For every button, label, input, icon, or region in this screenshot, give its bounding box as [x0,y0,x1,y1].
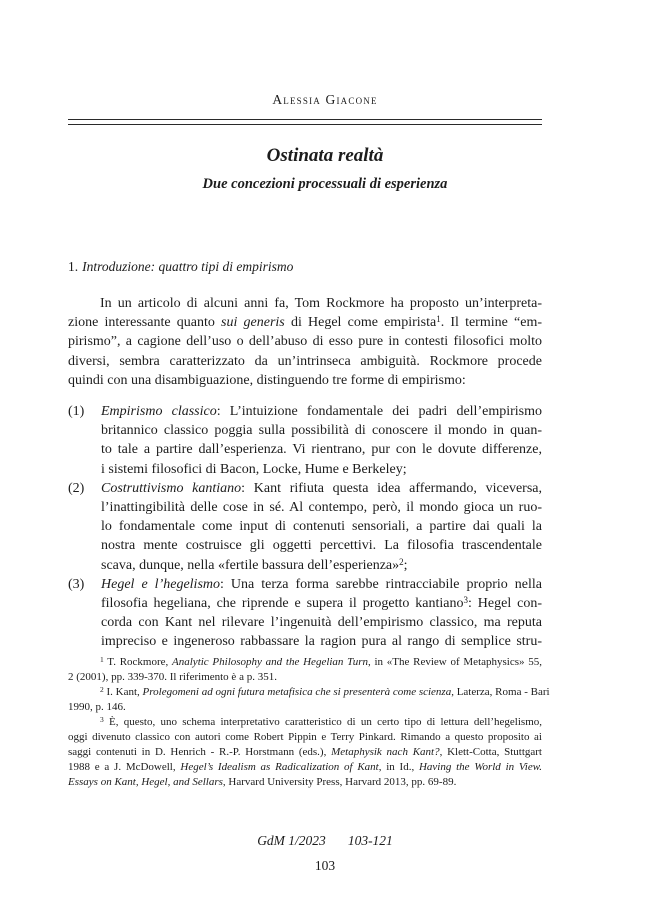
footnote-marker: 2 [100,685,104,694]
text-line: zione interessante quanto sui generis di Hegel come empirista$^1$. Il termine “em- [68,314,542,331]
journal-pages: 103-121 [347,833,393,848]
footnotes [68,655,550,790]
text-line: britannico classico poggia sulla possibilità di conoscere il mondo in quan- [101,423,542,439]
intro-paragraph [68,294,542,390]
text-line: i sistemi filosofici di Bacon, Locke, Hume e Berkeley; [101,461,407,477]
list-term: Empirismo classico [101,404,217,420]
footnote-3 [68,715,542,790]
header-rule-top [68,119,542,120]
footnote-line: 2 (2001), pp. 339-370. Il riferimento è a p. 351. [68,671,277,683]
footnote-line: 1990, p. 146. [68,701,126,713]
text-line: impreciso e ingeneroso rabbassare la ragion pura al rango di semplice stru- [101,634,542,650]
text-line: In un articolo di alcuni anni fa, Tom Rockmore ha proposto un’interpreta- [100,296,542,311]
footnote-line: 1988 e a J. McDowell, Hegel’s Idealism as Radicalization of Kant, in Id., Having the World in View. [68,761,542,773]
section-number: 1. [68,259,79,274]
page-number: 103 [314,858,336,873]
article-title: Ostinata realtà [266,145,384,166]
footnote-1 [68,655,542,685]
text-line: scava, dunque, nella «fertile bassura dell’esperienza»$^2$; [101,556,408,573]
footnote-line: $^2$ I. Kant, Prolegomeni ad ogni futura metafisica che si presenterà come scienza, Laterza, Roma - Bari [100,685,550,698]
section-title: Introduzione: quattro tipi di empirismo [82,259,294,274]
footnote-marker: 1 [100,655,104,664]
running-head: Alessia Giacone [272,92,378,107]
text-line: Empirismo classico: L’intuizione fondamentale dei padri dell’empirismo [101,404,542,420]
text-line: to tale a partire dall’esperienza. Vi rientrano, pur con le dovute differenze, [101,442,542,458]
text-line: l’inattingibilità delle cose in sé. Al contempo, però, il mondo gioca un ruo- [101,500,542,516]
text-line: lo fondamentale come input di contenuti sensoriali, a partire dai quali la [101,519,542,535]
list-label: (1) [68,404,85,420]
text-line: corda con Kant nel rilevare l’ingenuità dell’empirismo classico, ma reputa [101,615,542,631]
footnote-marker: 3 [100,715,104,724]
header-rule-bottom [68,124,542,125]
list-term: Costruttivismo kantiano [101,480,242,496]
journal-reference [0,833,650,849]
text-line: quindi con una disambiguazione, distinguendo tre forme di empirismo: [68,372,466,388]
empiricism-list [68,402,542,652]
article-subtitle: Due concezioni processuali di esperienza [202,176,448,192]
text-line: diversi, sembra caratterizzato da un’intrinseca ambiguità. Rockmore procede [68,353,542,369]
list-label: (3) [68,576,85,592]
footnote-line: oggi divenuto classico con autori come Robert Pippin e Terry Pinkard. Rimando a questo proposito ai [68,731,542,743]
footnote-line: $^3$ È, questo, uno schema interpretativo caratteristico di un certo tipo di lettura dell’hegelismo, [100,715,542,728]
list-item [68,402,542,479]
emphasis: sui generis [221,315,285,331]
section-heading [68,259,293,275]
footnote-ref[interactable]: 1 [436,314,441,325]
list-item [68,479,542,575]
body-text [68,294,542,652]
footnote-line: saggi contenuti in D. Henrich - R.-P. Horstmann (eds.), Metaphysik nach Kant?, Klett-Cotta, Stuttgart [68,746,542,758]
footnote-ref[interactable]: 2 [399,556,404,567]
text-line: Costruttivismo kantiano: Kant rifiuta questa idea affermando, viceversa, [101,480,542,496]
list-term: Hegel e l’hegelismo [101,576,220,592]
list-item [68,575,542,652]
list-label: (2) [68,480,85,496]
text-line: Hegel e l’hegelismo: Una terza forma sarebbe rintracciabile proprio nella [101,576,542,592]
footnote-line: $^1$ T. Rockmore, Analytic Philosophy and the Hegelian Turn, in «The Review of Metaphysics» 55, [100,655,543,668]
text-line: filosofia hegeliana, che riprende e supera il progetto kantiano$^3$: Hegel con- [101,595,542,612]
footnote-ref[interactable]: 3 [463,595,468,606]
footnote-line: Essays on Kant, Hegel, and Sellars, Harvard University Press, Harvard 2013, pp. 69-89. [68,776,457,788]
text-line: pirismo”, a cagione dell’uso o dell’abuso di esso pure in contesti filosofici molto [68,334,542,350]
text-line: nostra mente costruisce gli oggetti percettivi. La filosofia trascendentale [101,538,542,554]
journal-issue: GdM 1/2023 [257,833,326,848]
footnote-2 [68,685,550,715]
